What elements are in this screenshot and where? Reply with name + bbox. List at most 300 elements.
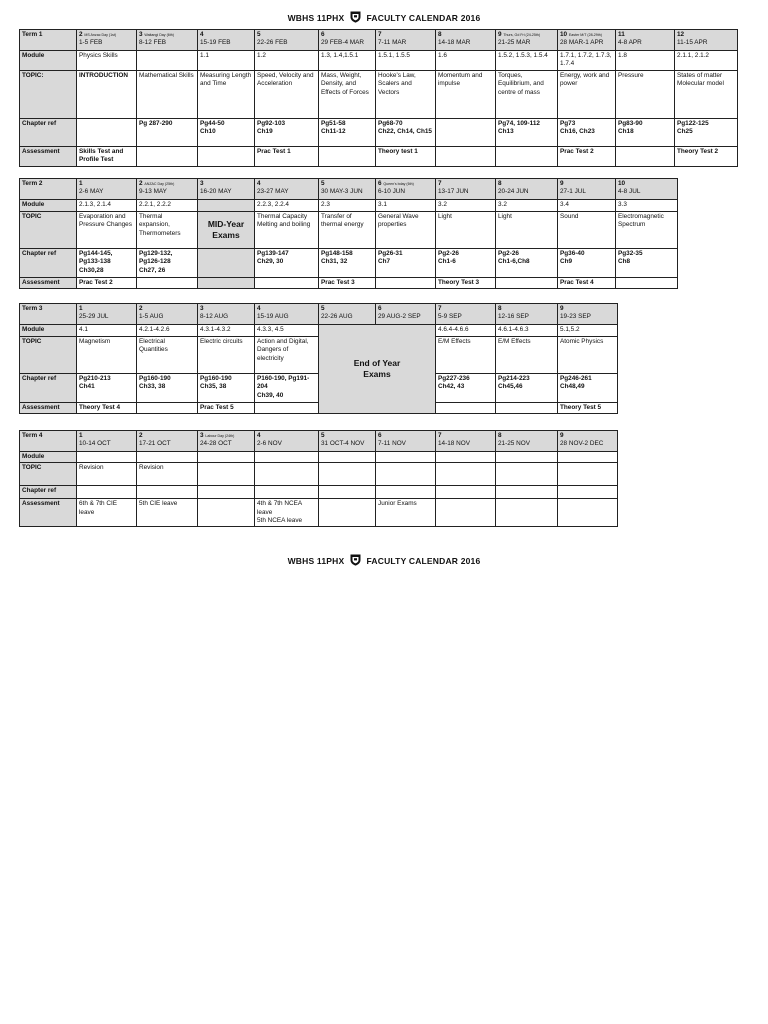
week-cell <box>616 179 678 200</box>
week-number: 9 <box>560 180 564 187</box>
week-dates: 29 AUG-2 SEP <box>378 313 421 321</box>
chapter-cell <box>558 486 618 499</box>
week-dates: 22-26 FEB <box>257 39 288 47</box>
footer-calendar: FACULTY CALENDAR 2016 <box>366 555 481 566</box>
module-cell: 4.6.4-4.6.6 <box>436 325 496 337</box>
module-cell <box>77 452 137 463</box>
holiday-note: Easter M/T (28-29th) <box>568 33 602 37</box>
week-dates: 4-8 APR <box>618 39 642 47</box>
topic-cell: Mass, Weight, Density, and Effects of Forces <box>319 71 376 119</box>
week-dates: 24-28 OCT <box>200 440 232 448</box>
chapter-cell: Pg68-70 Ch22, Ch14, Ch15 <box>376 119 436 147</box>
topic-cell <box>198 463 255 486</box>
holiday-note: Labour Day (24th) <box>205 434 235 438</box>
row-label: Module <box>20 325 77 337</box>
assessment-cell <box>319 499 376 527</box>
week-cell <box>558 304 618 325</box>
week-cell <box>319 304 376 325</box>
module-cell: 4.2.1-4.2.6 <box>137 325 198 337</box>
week-dates: 14-18 MAR <box>438 39 471 47</box>
week-cell <box>77 304 137 325</box>
term2-header-row <box>20 179 678 200</box>
chapter-cell: Pg246-261 Ch48,49 <box>558 374 618 403</box>
assessment-cell <box>198 278 255 289</box>
week-dates: 2-6 MAY <box>79 188 104 196</box>
chapter-cell: Pg 287-290 <box>137 119 198 147</box>
week-cell <box>496 179 558 200</box>
assessment-cell: Prac Test 2 <box>558 147 616 167</box>
topic-cell <box>376 463 436 486</box>
chapter-cell: Pg74, 109-112 Ch13 <box>496 119 558 147</box>
week-number: 2 <box>139 432 143 439</box>
module-cell: Physics Skills <box>77 51 137 71</box>
week-cell <box>436 304 496 325</box>
week-number: 12 <box>677 31 685 38</box>
week-dates: 20-24 JUN <box>498 188 529 196</box>
assessment-cell <box>496 278 558 289</box>
week-cell <box>436 431 496 452</box>
module-cell <box>198 452 255 463</box>
assessment-cell: 6th & 7th CIE leave <box>77 499 137 527</box>
week-number: 6 <box>321 31 325 38</box>
mid-year-exams-cell: MID-Year Exams <box>198 212 255 249</box>
chapter-cell <box>198 486 255 499</box>
module-cell: 2.1.1, 2.1.2 <box>675 51 738 71</box>
week-dates: 27-1 JUL <box>560 188 586 196</box>
module-cell: 2.2.1, 2.2.2 <box>137 200 198 212</box>
week-dates: 1-5 FEB <box>79 39 103 47</box>
page-header <box>0 11 768 23</box>
week-number: 5 <box>321 305 325 312</box>
week-number: 1 <box>79 180 83 187</box>
row-label: Assessment <box>20 278 77 289</box>
holiday-note: Thurs, Gd Fri (24-25th) <box>503 33 541 37</box>
row-label: Chapter ref <box>20 249 77 278</box>
footer-school: WBHS 11PHX <box>287 555 345 566</box>
topic-cell: General Wave properties <box>376 212 436 249</box>
row-label: Module <box>20 51 77 71</box>
week-number: 2 <box>79 31 83 38</box>
module-cell <box>198 200 255 212</box>
week-dates: 28 MAR-1 APR <box>560 39 604 47</box>
topic-cell: Measuring Length and Time <box>198 71 255 119</box>
module-cell: 1.8 <box>616 51 675 71</box>
chapter-row <box>20 249 678 278</box>
assessment-cell: Prac Test 5 <box>198 403 255 414</box>
assessment-cell <box>198 499 255 527</box>
term1-header-row <box>20 30 738 51</box>
week-cell <box>77 179 137 200</box>
week-dates: 2-6 NOV <box>257 440 282 448</box>
module-cell <box>496 452 558 463</box>
assessment-cell <box>137 403 198 414</box>
week-dates: 7-11 NOV <box>378 440 406 448</box>
week-number: 11 <box>618 31 625 38</box>
chapter-cell: Pg51-58 Ch11-12 <box>319 119 376 147</box>
week-number: 9 <box>560 305 564 312</box>
assessment-cell <box>255 403 319 414</box>
assessment-row <box>20 147 738 167</box>
chapter-cell: Pg210-213 Ch41 <box>77 374 137 403</box>
assessment-cell: Junior Exams <box>376 499 436 527</box>
module-cell: 3.4 <box>558 200 616 212</box>
assessment-cell <box>319 147 376 167</box>
assessment-cell <box>436 403 496 414</box>
topic-cell: Revision <box>137 463 198 486</box>
topic-cell: Electromagnetic Spectrum <box>616 212 678 249</box>
week-dates: 21-25 MAR <box>498 39 531 47</box>
week-dates: 19-23 SEP <box>560 313 591 321</box>
topic-cell: Momentum and impulse <box>436 71 496 119</box>
term4-table <box>19 430 618 527</box>
chapter-cell <box>198 249 255 278</box>
week-number: 3 <box>200 305 204 312</box>
topic-cell: Speed, Velocity and Acceleration <box>255 71 319 119</box>
chapter-cell: Pg83-90 Ch18 <box>616 119 675 147</box>
topic-cell: Transfer of thermal energy <box>319 212 376 249</box>
topic-cell: E/M Effects <box>496 337 558 374</box>
module-cell: 2.1.3, 2.1.4 <box>77 200 137 212</box>
module-row <box>20 325 618 337</box>
row-label: Assessment <box>20 147 77 167</box>
week-number: 9 <box>498 31 502 38</box>
topic-row <box>20 71 738 119</box>
topic-row <box>20 463 618 486</box>
assessment-cell: Theory Test 2 <box>675 147 738 167</box>
week-number: 1 <box>79 305 83 312</box>
topic-cell: Magnetism <box>77 337 137 374</box>
week-dates: 25-29 JUL <box>79 313 109 321</box>
term3-table <box>19 303 618 414</box>
chapter-cell: P160-190, Pg191-204 Ch39, 40 <box>255 374 319 403</box>
week-cell <box>255 30 319 51</box>
module-cell: 3.3 <box>616 200 678 212</box>
week-cell <box>255 431 319 452</box>
assessment-cell <box>558 499 618 527</box>
assessment-cell <box>198 147 255 167</box>
week-number: 6 <box>378 305 382 312</box>
topic-cell <box>496 463 558 486</box>
assessment-cell <box>436 147 496 167</box>
assessment-cell <box>496 499 558 527</box>
module-cell: 4.3.1-4.3.2 <box>198 325 255 337</box>
topic-cell: Pressure <box>616 71 675 119</box>
week-dates: 29 FEB-4 MAR <box>321 39 364 47</box>
week-dates: 9-13 MAY <box>139 188 167 196</box>
chapter-cell: Pg92-103 Ch19 <box>255 119 319 147</box>
assessment-cell: Theory Test 4 <box>77 403 137 414</box>
topic-cell: Thermal expansion, Thermometers <box>137 212 198 249</box>
week-cell <box>558 179 616 200</box>
week-dates: 28 NOV-2 DEC <box>560 440 604 448</box>
chapter-cell <box>496 486 558 499</box>
assessment-cell: Theory test 1 <box>376 147 436 167</box>
week-cell <box>376 30 436 51</box>
chapter-cell: Pg160-190 Ch33, 38 <box>137 374 198 403</box>
week-cell <box>255 179 319 200</box>
week-dates: 8-12 FEB <box>139 39 166 47</box>
week-dates: 1-5 AUG <box>139 313 164 321</box>
assessment-row <box>20 499 618 527</box>
chapter-cell <box>376 486 436 499</box>
chapter-cell: Pg73 Ch16, Ch23 <box>558 119 616 147</box>
module-cell: 4.3.3, 4.5 <box>255 325 319 337</box>
module-cell: 3.2 <box>496 200 558 212</box>
row-label: Chapter ref <box>20 119 77 147</box>
module-cell: 1.6 <box>436 51 496 71</box>
chapter-cell <box>436 486 496 499</box>
chapter-cell: Pg129-132, Pg126-128 Ch27, 26 <box>137 249 198 278</box>
module-cell <box>137 452 198 463</box>
chapter-cell <box>319 486 376 499</box>
module-row <box>20 200 678 212</box>
assessment-cell <box>137 278 198 289</box>
module-cell: 3.2 <box>436 200 496 212</box>
assessment-cell <box>496 147 558 167</box>
chapter-row <box>20 486 618 499</box>
header-school: WBHS 11PHX <box>287 12 345 23</box>
week-dates: 30 MAY-3 JUN <box>321 188 363 196</box>
week-number: 7 <box>438 432 442 439</box>
module-cell <box>558 452 618 463</box>
assessment-cell: 4th & 7th NCEA leave 5th NCEA leave <box>255 499 319 527</box>
topic-cell: Sound <box>558 212 616 249</box>
topic-cell: Electric circuits <box>198 337 255 374</box>
week-cell <box>137 179 198 200</box>
topic-cell: Torques, Equilibrium, and centre of mass <box>496 71 558 119</box>
week-number: 10 <box>560 31 568 38</box>
chapter-cell: Pg139-147 Ch29, 30 <box>255 249 319 278</box>
week-cell <box>198 304 255 325</box>
week-number: 7 <box>438 305 442 312</box>
chapter-cell: Pg148-158 Ch31, 32 <box>319 249 376 278</box>
row-label: TOPIC <box>20 337 77 374</box>
module-cell: 1.3, 1.4,1.5.1 <box>319 51 376 71</box>
week-dates: 15-19 AUG <box>257 313 289 321</box>
week-cell <box>137 431 198 452</box>
week-number: 6 <box>378 432 382 439</box>
topic-cell <box>319 463 376 486</box>
week-number: 2 <box>139 305 143 312</box>
topic-cell <box>255 463 319 486</box>
week-cell <box>496 304 558 325</box>
page-footer-heading <box>0 554 768 566</box>
term2-table <box>19 178 678 289</box>
assessment-cell: 5th CIE leave <box>137 499 198 527</box>
module-cell <box>436 452 496 463</box>
topic-row <box>20 212 678 249</box>
week-number: 3 <box>200 180 204 187</box>
row-label: Chapter ref <box>20 374 77 403</box>
assessment-cell: Skills Test and Profile Test <box>77 147 137 167</box>
term3-header-row <box>20 304 618 325</box>
holiday-note: Queen's bday (6th) <box>383 182 414 186</box>
module-cell <box>319 452 376 463</box>
module-cell <box>376 452 436 463</box>
module-row <box>20 452 618 463</box>
assessment-cell: Prac Test 2 <box>77 278 137 289</box>
assessment-cell <box>255 278 319 289</box>
week-number: 4 <box>257 305 261 312</box>
week-dates: 23-27 MAY <box>257 188 289 196</box>
week-cell <box>198 30 255 51</box>
module-cell: 1.7.1, 1.7.2, 1.7.3, 1.7.4 <box>558 51 616 71</box>
week-number: 7 <box>438 180 442 187</box>
row-label: Assessment <box>20 403 77 414</box>
week-cell <box>255 304 319 325</box>
week-dates: 6-10 JUN <box>378 188 405 196</box>
week-dates: 22-26 AUG <box>321 313 353 321</box>
assessment-cell <box>376 278 436 289</box>
week-number: 5 <box>321 180 325 187</box>
week-dates: 12-16 SEP <box>498 313 529 321</box>
week-cell <box>675 30 738 51</box>
module-cell <box>255 452 319 463</box>
chapter-cell: Pg160-190 Ch35, 38 <box>198 374 255 403</box>
module-cell: 2.3 <box>319 200 376 212</box>
module-cell: 1.2 <box>255 51 319 71</box>
assessment-cell: Theory Test 3 <box>436 278 496 289</box>
week-cell <box>198 431 255 452</box>
chapter-cell: Pg2-26 Ch1-6 <box>436 249 496 278</box>
week-cell <box>496 431 558 452</box>
week-number: 8 <box>498 432 502 439</box>
module-cell: 4.1 <box>77 325 137 337</box>
school-crest-icon <box>350 11 361 23</box>
week-dates: 5-9 SEP <box>438 313 462 321</box>
chapter-cell: Pg44-50 Ch10 <box>198 119 255 147</box>
module-cell: 3.1 <box>376 200 436 212</box>
week-dates: 16-20 MAY <box>200 188 232 196</box>
week-dates: 21-25 NOV <box>498 440 530 448</box>
week-dates: 8-12 AUG <box>200 313 229 321</box>
week-number: 8 <box>438 31 442 38</box>
topic-cell: Hooke's Law, Scalers and Vectors <box>376 71 436 119</box>
topic-cell: Evaporation and Pressure Changes <box>77 212 137 249</box>
week-cell <box>319 431 376 452</box>
assessment-cell <box>616 278 678 289</box>
week-number: 1 <box>79 432 83 439</box>
term-label: Term 3 <box>20 304 77 325</box>
week-dates: 15-19 FEB <box>200 39 231 47</box>
week-dates: 10-14 OCT <box>79 440 111 448</box>
week-cell <box>376 179 436 200</box>
week-number: 8 <box>498 180 502 187</box>
end-of-year-exams-cell: End of Year Exams <box>319 325 436 414</box>
topic-cell <box>436 463 496 486</box>
week-cell <box>319 179 376 200</box>
week-cell <box>77 431 137 452</box>
assessment-cell <box>616 147 675 167</box>
week-number: 10 <box>618 180 626 187</box>
week-dates: 14-18 NOV <box>438 440 470 448</box>
week-cell <box>376 304 436 325</box>
term-label: Term 1 <box>20 30 77 51</box>
week-dates: 4-8 JUL <box>618 188 641 196</box>
topic-cell: States of matter Molecular model <box>675 71 738 119</box>
assessment-cell <box>436 499 496 527</box>
assessment-cell <box>137 147 198 167</box>
topic-cell: Energy, work and power <box>558 71 616 119</box>
topic-cell: E/M Effects <box>436 337 496 374</box>
week-number: 5 <box>257 31 261 38</box>
chapter-cell <box>77 486 137 499</box>
week-cell <box>616 30 675 51</box>
chapter-row <box>20 119 738 147</box>
row-label: TOPIC: <box>20 71 77 119</box>
week-cell <box>558 431 618 452</box>
week-dates: 13-17 JUN <box>438 188 469 196</box>
chapter-cell: Pg122-125 Ch25 <box>675 119 738 147</box>
topic-cell: Electrical Quantities <box>137 337 198 374</box>
chapter-cell: Pg36-40 Ch9 <box>558 249 616 278</box>
term-label: Term 2 <box>20 179 77 200</box>
chapter-cell: Pg26-31 Ch7 <box>376 249 436 278</box>
week-dates: 7-11 MAR <box>378 39 407 47</box>
chapter-cell: Pg214-223 Ch45,46 <box>496 374 558 403</box>
chapter-cell: Pg144-145, Pg133-138 Ch30,28 <box>77 249 137 278</box>
assessment-cell: Prac Test 4 <box>558 278 616 289</box>
topic-cell: Light <box>496 212 558 249</box>
topic-cell: Revision <box>77 463 137 486</box>
week-dates: 17-21 OCT <box>139 440 171 448</box>
assessment-cell <box>496 403 558 414</box>
module-cell: 2.2.3, 2.2.4 <box>255 200 319 212</box>
week-number: 3 <box>200 432 204 439</box>
chapter-cell: Pg32-35 Ch8 <box>616 249 678 278</box>
week-cell <box>137 30 198 51</box>
row-label: Assessment <box>20 499 77 527</box>
row-label: TOPIC <box>20 212 77 249</box>
topic-cell <box>558 463 618 486</box>
chapter-cell <box>137 486 198 499</box>
week-dates: 31 OCT-4 NOV <box>321 440 365 448</box>
week-cell <box>137 304 198 325</box>
week-number: 2 <box>139 180 143 187</box>
header-calendar: FACULTY CALENDAR 2016 <box>366 12 481 23</box>
week-cell <box>436 30 496 51</box>
chapter-cell <box>77 119 137 147</box>
topic-cell: Action and Digital, Dangers of electricity <box>255 337 319 374</box>
week-number: 4 <box>200 31 204 38</box>
module-cell: 1.5.2, 1.5.3, 1.5.4 <box>496 51 558 71</box>
term-label: Term 4 <box>20 431 77 452</box>
module-row <box>20 51 738 71</box>
week-number: 6 <box>378 180 382 187</box>
week-cell <box>198 179 255 200</box>
holiday-note: ANZAC Day (25th) <box>144 182 175 186</box>
assessment-row <box>20 278 678 289</box>
week-cell <box>496 30 558 51</box>
week-number: 4 <box>257 180 261 187</box>
row-label: Module <box>20 200 77 212</box>
week-number: 3 <box>139 31 143 38</box>
term1-table <box>19 29 738 167</box>
chapter-cell: Pg2-26 Ch1-6,Ch8 <box>496 249 558 278</box>
module-cell: 1.1 <box>198 51 255 71</box>
week-dates: 11-15 APR <box>677 39 708 47</box>
week-cell <box>376 431 436 452</box>
week-cell <box>319 30 376 51</box>
chapter-cell: Pg227-236 Ch42, 43 <box>436 374 496 403</box>
module-cell <box>137 51 198 71</box>
row-label: Chapter ref <box>20 486 77 499</box>
assessment-cell: Prac Test 1 <box>255 147 319 167</box>
topic-cell: Atomic Physics <box>558 337 618 374</box>
chapter-cell <box>436 119 496 147</box>
topic-cell: INTRODUCTION <box>77 71 137 119</box>
week-number: 8 <box>498 305 502 312</box>
